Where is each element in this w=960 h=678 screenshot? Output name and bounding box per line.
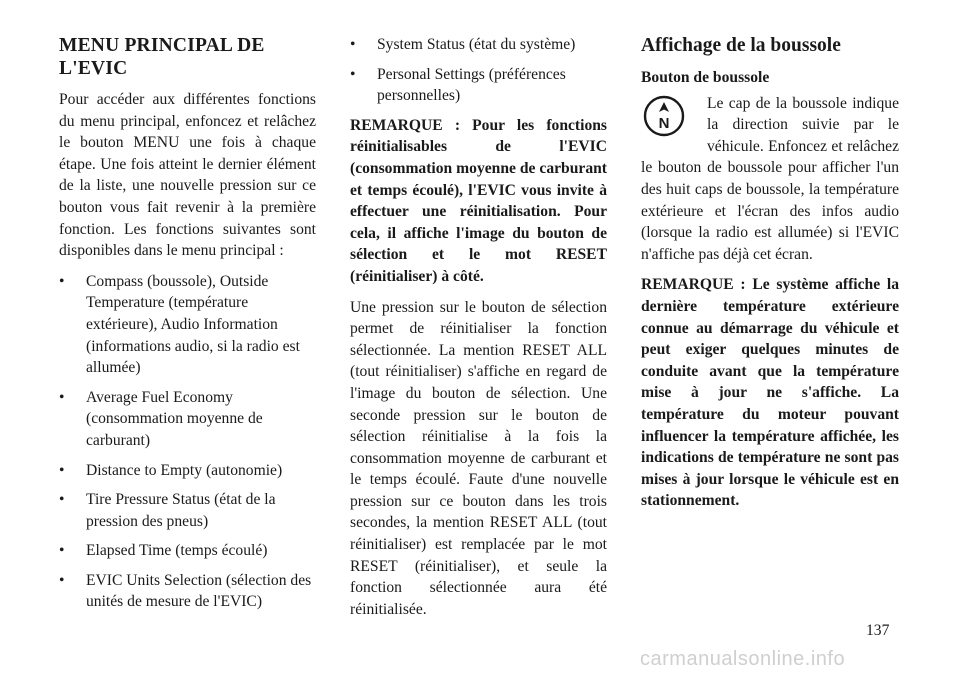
bullet-icon: • — [59, 491, 65, 509]
list-item: • Elapsed Time (temps écoulé) — [59, 540, 316, 562]
compass-paragraph: Le cap de la boussole indique la direction suivie par le véhicule. Enfoncez et relâchez le bouton de boussole pour afficher l'un des huit caps de boussole, la température extérieure et l'écran des infos audio (lorsque la radio est allumée) si l'EVIC n'affiche pas déjà cet écran. — [641, 94, 899, 263]
bullet-icon: • — [59, 542, 65, 560]
section-heading-evic-menu: MENU PRINCIPAL DE L'EVIC — [59, 35, 265, 79]
subheading-compass-button: Bouton de boussole — [641, 69, 770, 86]
compass-north-letter: N — [658, 114, 670, 132]
bullet-icon: • — [350, 65, 356, 83]
list-item: • Distance to Empty (autonomie) — [59, 460, 316, 482]
list-item: • Personal Settings (préférences personnelles) — [350, 65, 566, 105]
bullet-icon: • — [59, 272, 65, 290]
watermark: carmanualsonline.info — [640, 648, 846, 670]
reset-paragraph: Une pression sur le bouton de sélection permet de réinitialiser la fonction sélectionnée. La mention RESET ALL (tout réinitialiser) s'affiche en regard de l'image du bouton de sélection. Une seconde pression sur le bouton de sélection réinitialise à la fois la consommation moyenne de carburant et le temps écoulé. Faute d'une nouvelle pression sur ce bouton dans les trois secondes, la mention RESET ALL (tout réinitialiser) est remplacée par le mot RESET (réinitialiser), et seule la fonction sélectionnée aura été réinitialisée. — [350, 298, 607, 618]
bullet-icon: • — [59, 461, 65, 479]
intro-paragraph: Pour accéder aux différentes fonctions du menu principal, enfoncez et relâchez le bouton MENU une fois à chaque étape. Une fois atteint le dernier élément de la liste, une nouvelle pression sur ce bouton vous fait revenir à la première fonction. Les fonctions suivantes sont disponibles dans le menu principal : — [59, 91, 316, 260]
main-menu-list — [59, 271, 316, 613]
list-item: • Tire Pressure Status (état de la pression des pneus) — [59, 491, 276, 530]
list-item: • System Status (état du système) — [350, 34, 607, 56]
compass-button-icon — [641, 95, 707, 157]
column-middle — [350, 34, 607, 629]
temperature-note: REMARQUE : Le système affiche la dernière température extérieure connue au démarrage du véhicule et peut exiger quelques minutes de conduite avant que la température mise à jour ne s'affiche. La température du moteur pouvant influencer la température affichée, les indications de température ne sont pas mises à jour lorsque le véhicule est en stationnement. — [641, 276, 899, 510]
list-item: • Compass (boussole), Outside Temperature (température extérieure), Audio Information (informations audio, si la radio est allumée) — [59, 272, 300, 377]
bullet-icon: • — [59, 388, 65, 406]
main-menu-list-continued — [350, 34, 607, 107]
reset-note: REMARQUE : Pour les fonctions réinitialisables de l'EVIC (consommation moyenne de carburant et temps écoulé), l'EVIC vous invite à effectuer une réinitialisation. Pour cela, il affiche l'image du bouton de sélection et le mot RESET (réinitialiser) à côté. — [350, 116, 607, 285]
list-item: • EVIC Units Selection (sélection des unités de mesure de l'EVIC) — [59, 571, 312, 611]
column-right — [641, 34, 899, 521]
bullet-icon: • — [59, 571, 65, 589]
section-heading-compass: Affichage de la boussole — [641, 35, 841, 56]
list-item: • Average Fuel Economy (consommation moyenne de carburant) — [59, 388, 263, 449]
bullet-icon: • — [350, 36, 356, 53]
page-number: 137 — [866, 622, 890, 639]
column-left — [59, 34, 316, 621]
